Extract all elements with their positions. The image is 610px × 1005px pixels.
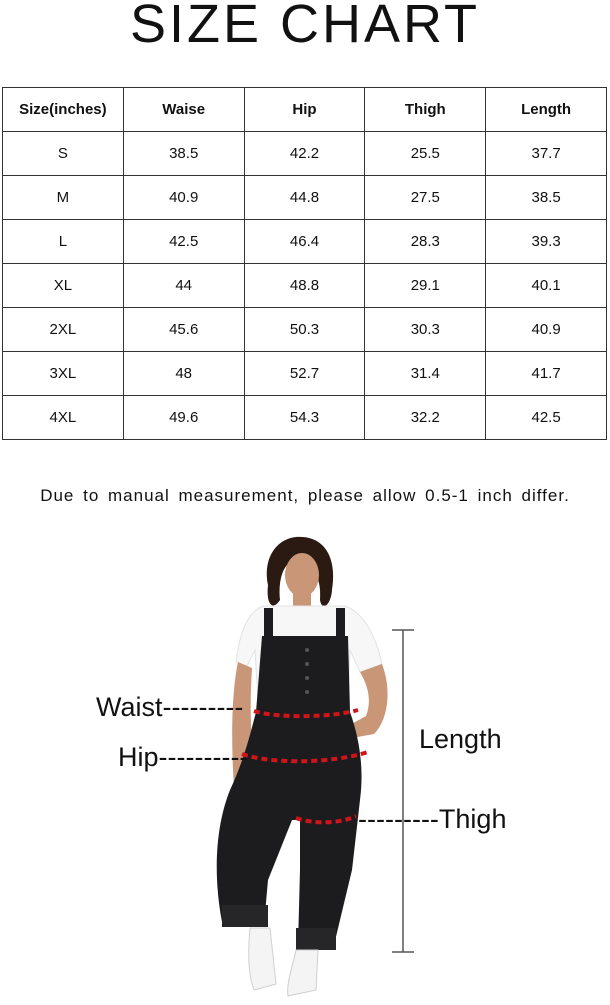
right-shoe: [288, 950, 318, 996]
table-cell: 31.4: [365, 352, 486, 396]
table-cell: 40.9: [123, 176, 244, 220]
header-size: Size(inches): [3, 88, 124, 132]
header-waist: Waise: [123, 88, 244, 132]
table-cell: 48.8: [244, 264, 365, 308]
size-table: [2, 87, 607, 440]
table-row: [3, 176, 607, 220]
table-cell: XL: [3, 264, 124, 308]
header-length: Length: [486, 88, 607, 132]
table-cell: 41.7: [486, 352, 607, 396]
table-cell: S: [3, 132, 124, 176]
thigh-label: ---------Thigh: [358, 804, 507, 834]
table-cell: 2XL: [3, 308, 124, 352]
header-thigh: Thigh: [365, 88, 486, 132]
table-cell: 42.5: [123, 220, 244, 264]
bib-button: [305, 676, 309, 680]
bib-button: [305, 648, 309, 652]
right-cuff: [296, 928, 336, 950]
table-cell: 27.5: [365, 176, 486, 220]
table-cell: 46.4: [244, 220, 365, 264]
table-cell: 40.1: [486, 264, 607, 308]
left-strap: [264, 608, 273, 638]
page-title: SIZE CHART: [129, 0, 481, 54]
table-cell: 37.7: [486, 132, 607, 176]
length-label: Length: [419, 724, 502, 754]
table-cell: 50.3: [244, 308, 365, 352]
table-cell: 45.6: [123, 308, 244, 352]
table-cell: 4XL: [3, 396, 124, 440]
table-row: [3, 396, 607, 440]
face: [285, 553, 319, 597]
table-cell: 29.1: [365, 264, 486, 308]
bib: [256, 636, 350, 712]
header-hip: Hip: [244, 88, 365, 132]
table-row: [3, 264, 607, 308]
table-cell: 48: [123, 352, 244, 396]
left-cuff: [222, 905, 268, 927]
table-cell: 44.8: [244, 176, 365, 220]
model-illustration: [0, 520, 610, 1000]
table-cell: L: [3, 220, 124, 264]
table-cell: 54.3: [244, 396, 365, 440]
bib-button: [305, 662, 309, 666]
table-cell: M: [3, 176, 124, 220]
table-header-row: [3, 88, 607, 132]
table-cell: 32.2: [365, 396, 486, 440]
table-cell: 49.6: [123, 396, 244, 440]
table-cell: 44: [123, 264, 244, 308]
table-cell: 38.5: [486, 176, 607, 220]
table-cell: 30.3: [365, 308, 486, 352]
table-cell: 3XL: [3, 352, 124, 396]
hip-label: Hip----------: [118, 742, 249, 772]
left-shoe: [249, 928, 276, 990]
bib-button: [305, 690, 309, 694]
measurement-note: Due to manual measurement, please allow 0.5-1 inch differ.: [40, 486, 570, 505]
right-strap: [336, 608, 345, 638]
table-cell: 38.5: [123, 132, 244, 176]
table-row: [3, 220, 607, 264]
table-cell: 40.9: [486, 308, 607, 352]
table-cell: 28.3: [365, 220, 486, 264]
waist-label: Waist---------: [96, 692, 244, 722]
table-row: [3, 132, 607, 176]
table-cell: 42.5: [486, 396, 607, 440]
table-row: [3, 308, 607, 352]
table-cell: 52.7: [244, 352, 365, 396]
model-figure: [0, 520, 610, 1000]
table-cell: 39.3: [486, 220, 607, 264]
table-cell: 42.2: [244, 132, 365, 176]
table-row: [3, 352, 607, 396]
table-cell: 25.5: [365, 132, 486, 176]
